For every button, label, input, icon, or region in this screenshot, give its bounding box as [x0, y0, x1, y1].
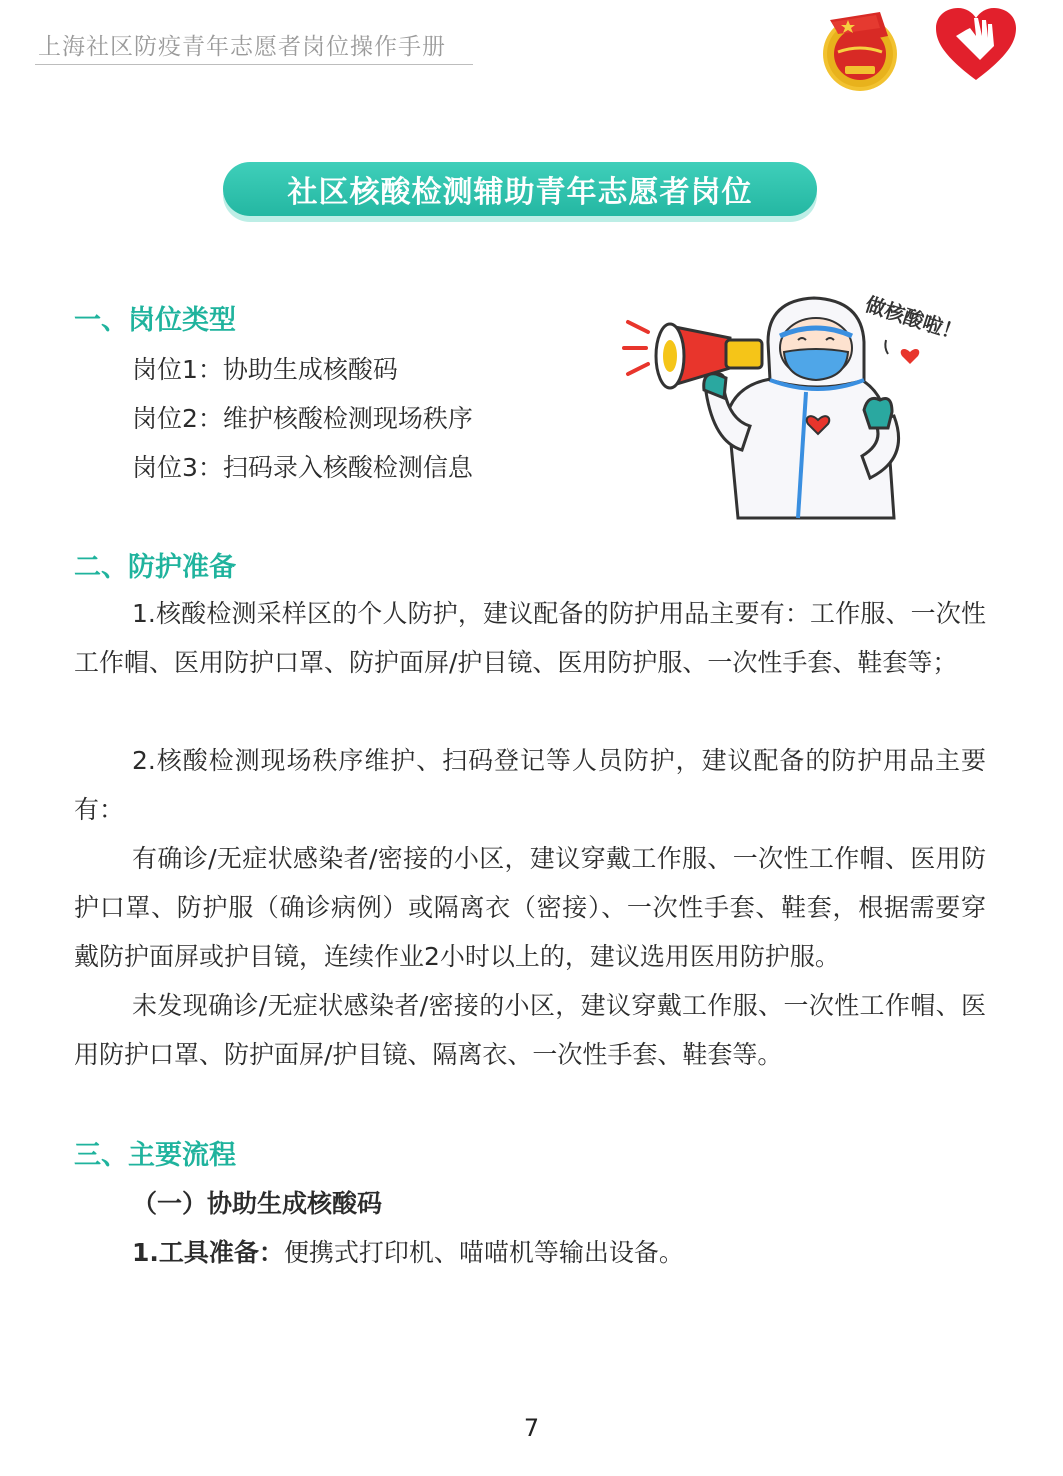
sub-heading-generate-code: （一）协助生成核酸码 [132, 1189, 383, 1218]
section-heading-job-types: 一、岗位类型 [74, 305, 236, 336]
communist-youth-league-badge-icon [818, 6, 902, 94]
manual-title: 上海社区防疫青年志愿者岗位操作手册 [38, 34, 446, 60]
banner-text: 社区核酸检测辅助青年志愿者岗位 [287, 175, 753, 210]
protection-paragraph: 有确诊/无症状感染者/密接的小区，建议穿戴工作服、一次性工作帽、医用防护口罩、防护服（确诊病例）或隔离衣（密接）、一次性手套、鞋套，根据需要穿戴防护面屏或护目镜，连续作业2小时以上的，建议选用医用防护服。 [74, 844, 986, 971]
header-divider [35, 64, 473, 65]
protection-paragraph: 2.核酸检测现场秩序维护、扫码登记等人员防护，建议配备的防护用品主要有： [74, 746, 986, 824]
speech-bubble-text: 做核酸啦！ [862, 291, 965, 346]
page-number: 7 [523, 1414, 540, 1442]
protection-paragraph: 1.核酸检测采样区的个人防护，建议配备的防护用品主要有：工作服、一次性工作帽、医用防护口罩、防护面屏/护目镜、医用防护服、一次性手套、鞋套等； [74, 599, 986, 677]
tool-prep-text: 便携式打印机、喵喵机等输出设备。 [283, 1238, 684, 1267]
tool-prep-label: 1.工具准备： [132, 1238, 284, 1267]
section-heading-protection: 二、防护准备 [74, 552, 236, 583]
section-heading-main-process: 三、主要流程 [74, 1140, 236, 1171]
job-type-item: 岗位1：协助生成核酸码 [132, 355, 398, 384]
tool-prep-line [132, 1233, 684, 1269]
job-type-item: 岗位2：维护核酸检测现场秩序 [132, 404, 473, 433]
volunteer-with-megaphone-illustration [618, 282, 978, 520]
section-title-banner [223, 162, 817, 216]
protection-paragraph: 未发现确诊/无症状感染者/密接的小区，建议穿戴工作服、一次性工作帽、医用防护口罩、防护面屏/护目镜、隔离衣、一次性手套、鞋套等。 [74, 991, 986, 1069]
job-type-item: 岗位3：扫码录入核酸检测信息 [132, 453, 473, 482]
heart-hand-volunteer-icon [934, 6, 1018, 84]
